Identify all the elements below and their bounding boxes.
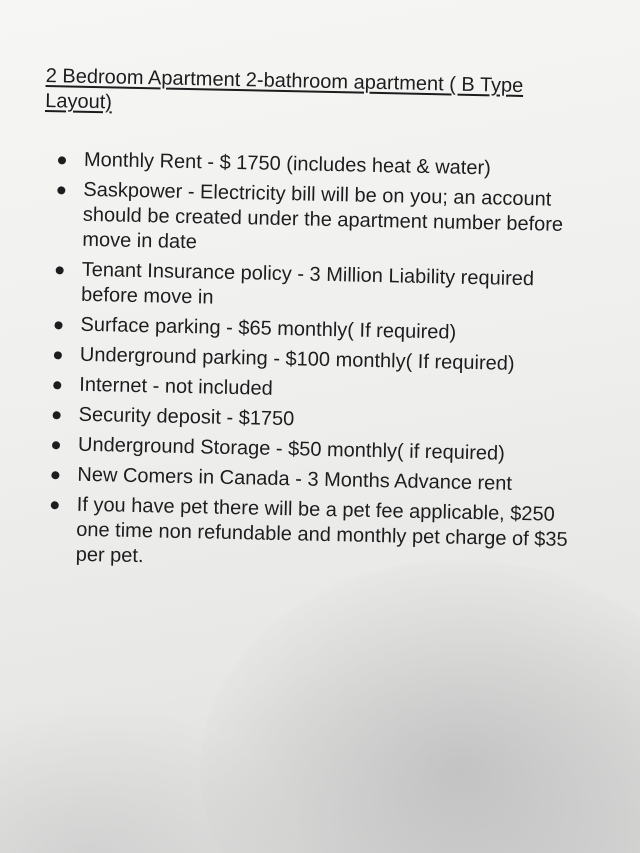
bullet-icon	[53, 381, 61, 389]
bullet-icon	[57, 186, 65, 194]
bullet-icon	[54, 321, 62, 329]
bullet-icon	[56, 266, 64, 274]
list-item	[42, 177, 583, 263]
bullet-icon	[51, 501, 59, 509]
shadow-overlay-left	[0, 700, 300, 853]
bullet-icon	[51, 471, 59, 479]
list-item	[35, 492, 576, 578]
shadow-overlay	[200, 560, 640, 853]
list-item-text: Surface parking - $65 monthly( If required)	[80, 313, 457, 344]
rental-terms-list	[35, 147, 604, 579]
list-item-text: Tenant Insurance policy - 3 Million Liability required before move in	[80, 258, 535, 309]
document-title: 2 Bedroom Apartment 2-bathroom apartment ( B Type Layout)	[44, 64, 524, 114]
document-content	[35, 64, 606, 584]
list-item-text: Monthly Rent - $ 1750 (includes heat & water)	[83, 148, 492, 180]
bullet-icon	[58, 156, 66, 164]
list-item-text: Saskpower - Electricity bill will be on you; an account should be created under the apartment number before move in date	[82, 178, 564, 254]
list-item	[41, 257, 582, 318]
list-item-text: New Comers in Canada - 3 Months Advance rent	[77, 463, 513, 495]
bullet-icon	[53, 411, 61, 419]
list-item-text: Security deposit - $1750	[78, 403, 295, 431]
list-item-text: Internet - not included	[79, 373, 273, 400]
list-item-text: Underground Storage - $50 monthly( if required)	[77, 433, 506, 465]
bullet-icon	[52, 441, 60, 449]
bullet-icon	[54, 351, 62, 359]
list-item-text: If you have pet there will be a pet fee applicable, $250 one time non refundable and monthly pet charge of $35 per pet.	[75, 493, 568, 568]
list-item-text: Underground parking - $100 monthly( If required)	[79, 343, 515, 375]
